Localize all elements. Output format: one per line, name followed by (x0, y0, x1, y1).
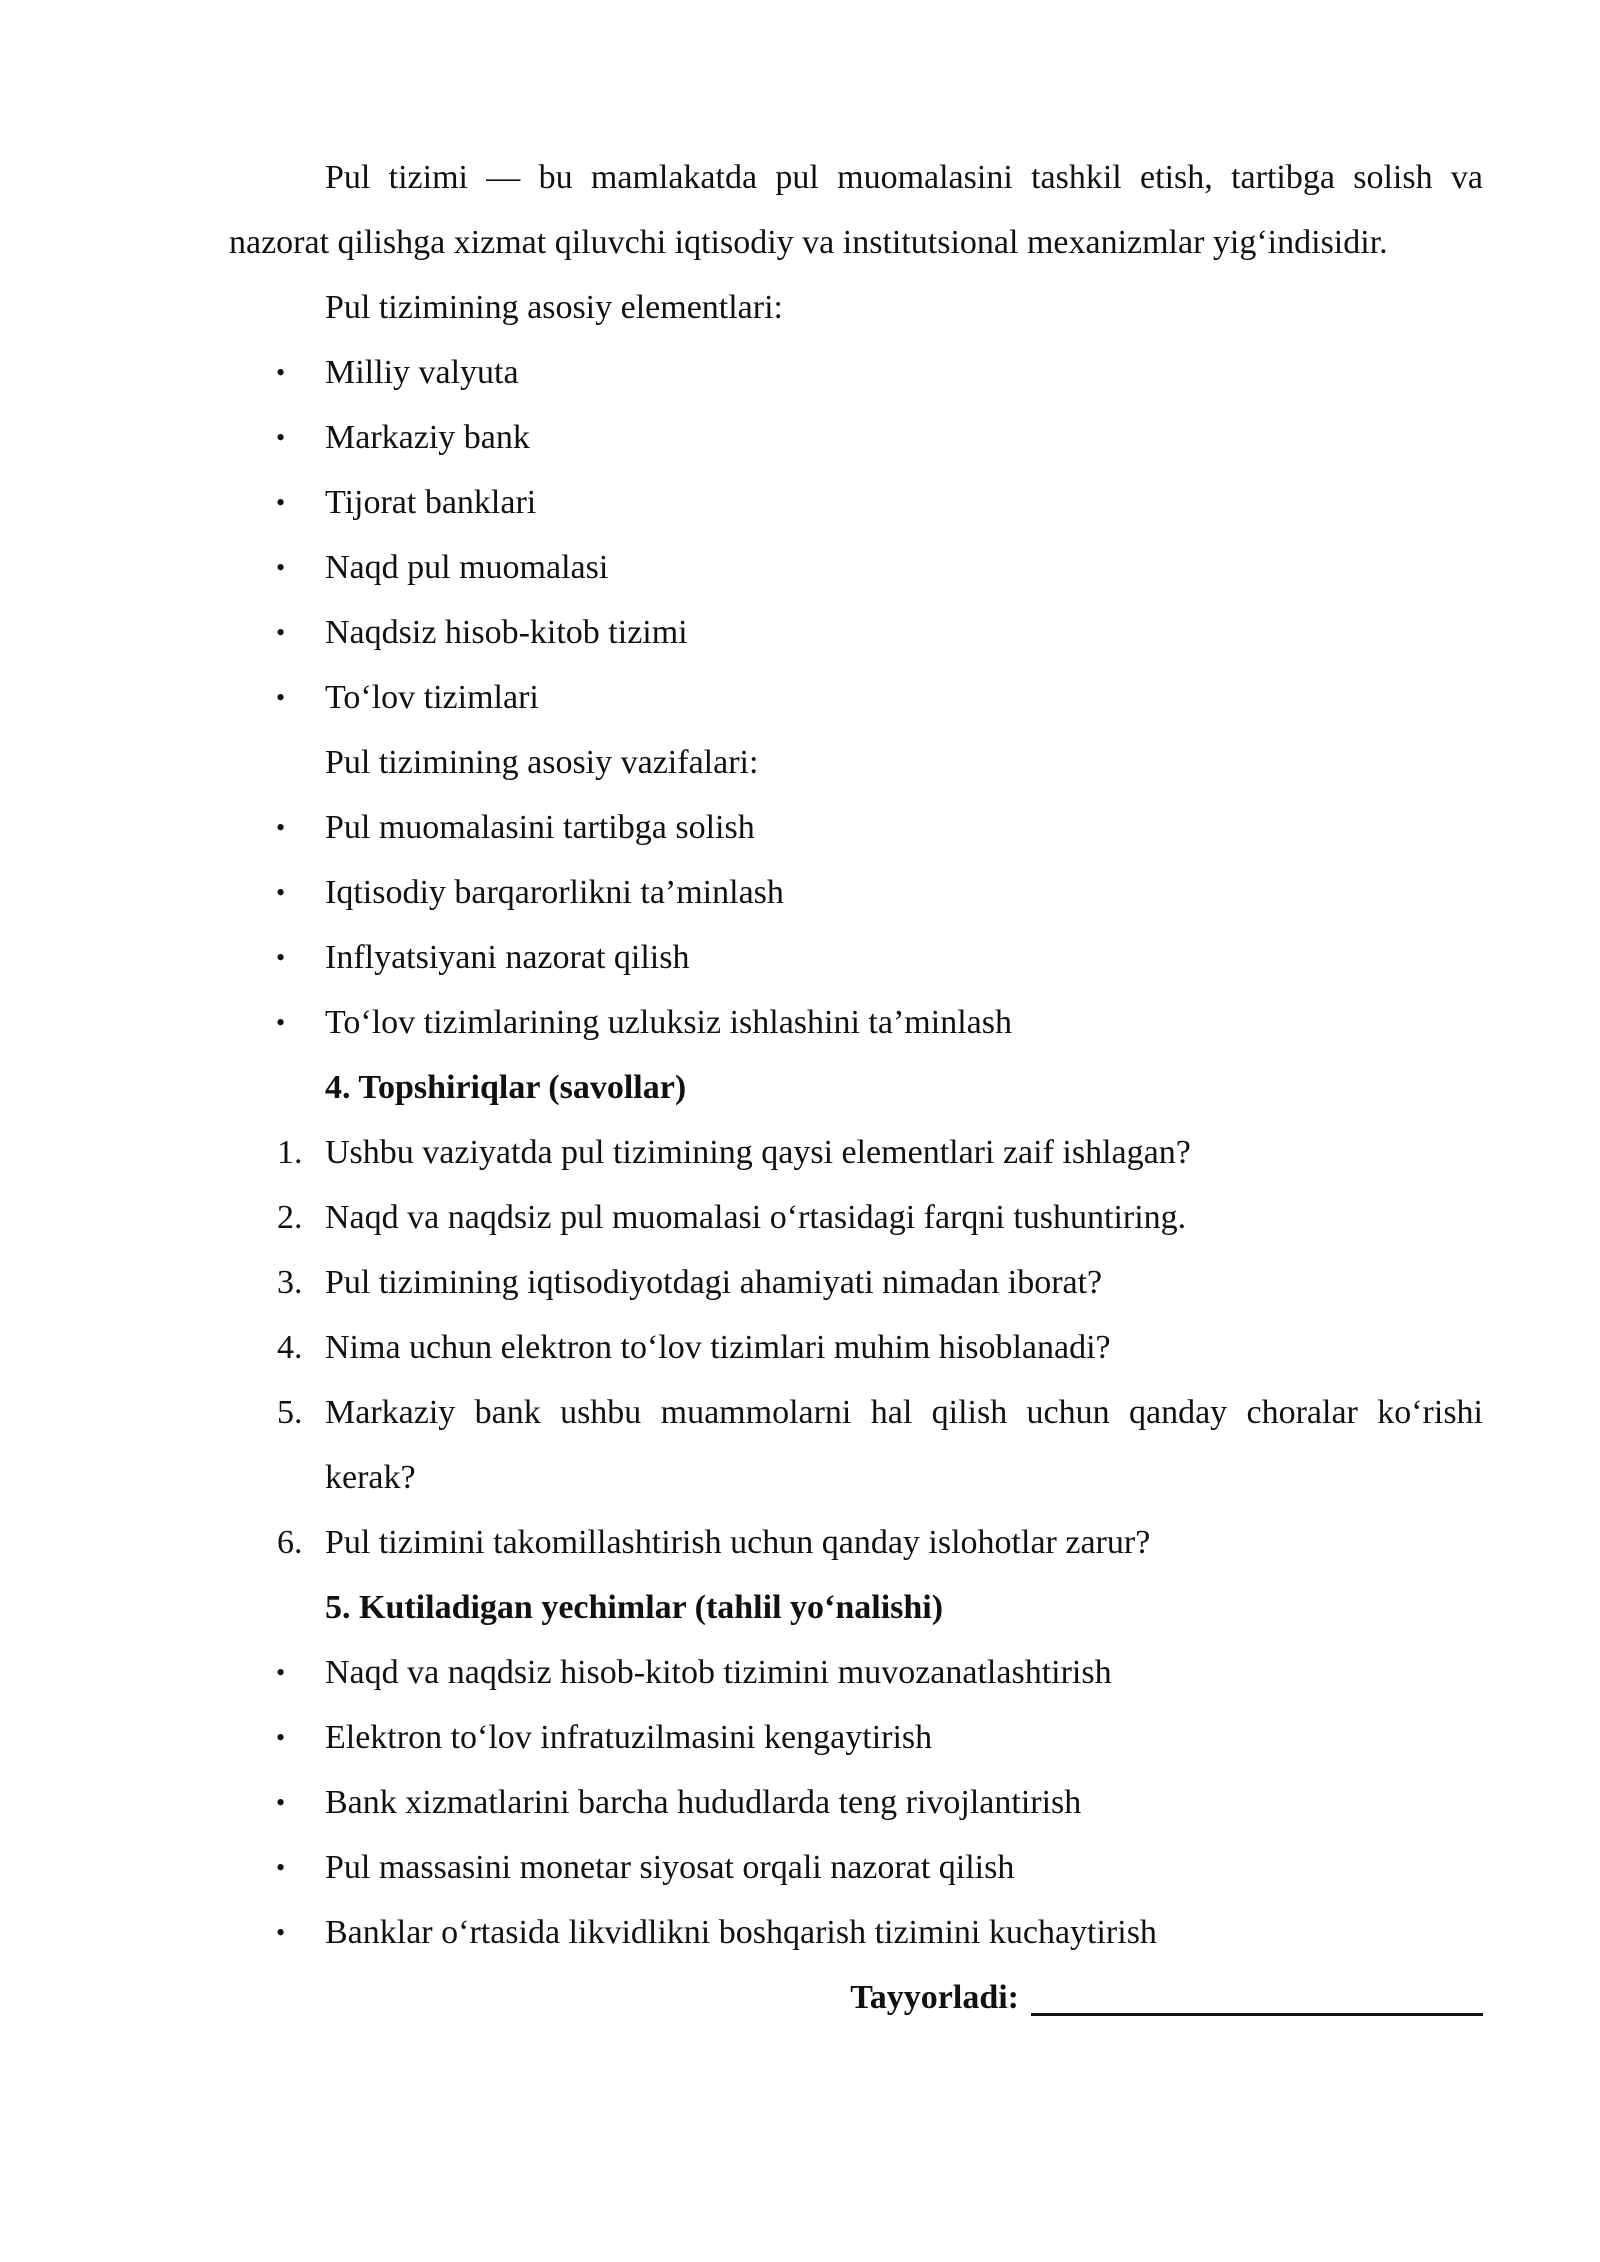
bullet-icon: • (276, 488, 286, 517)
signature-label: Tayyorladi: (850, 1979, 1019, 2016)
item-number: 3. (277, 1264, 303, 1301)
solutions-list (229, 1640, 1483, 1965)
list-item: • Naqd va naqdsiz hisob-kitob tizimini muvozanatlashtirish (229, 1640, 1483, 1705)
elements-list (229, 340, 1483, 730)
list-item: • Iqtisodiy barqarorlikni ta’minlash (229, 860, 1483, 925)
list-item: 5. Markaziy bank ushbu muammolarni hal qilish uchun qanday choralar ko‘rishi kerak? (229, 1380, 1483, 1510)
bullet-icon: • (276, 1723, 286, 1752)
bullet-icon: • (276, 1008, 286, 1037)
list-item: • Tijorat banklari (229, 470, 1483, 535)
list-item: • To‘lov tizimlarining uzluksiz ishlashini ta’minlash (229, 990, 1483, 1055)
item-number: 5. (277, 1394, 303, 1431)
item-number: 6. (277, 1524, 303, 1561)
document-page (229, 145, 1483, 2030)
bullet-icon: • (276, 813, 286, 842)
intro-paragraph: Pul tizimi — bu mamlakatda pul muomalasini tashkil etish, tartibga solish va nazorat qilishga xizmat qiluvchi iqtisodiy va institutsional mexanizmlar yig‘indisidir. (229, 159, 1483, 261)
signature-block (229, 1965, 1483, 2030)
list-item: • To‘lov tizimlari (229, 665, 1483, 730)
list-item: • Milliy valyuta (229, 340, 1483, 405)
bullet-icon: • (276, 1918, 286, 1947)
list-item: • Banklar o‘rtasida likvidlikni boshqarish tizimini kuchaytirish (229, 1900, 1483, 1965)
elements-heading: Pul tizimining asosiy elementlari: (325, 289, 783, 326)
bullet-icon: • (276, 358, 286, 387)
solutions-heading: 5. Kutiladigan yechimlar (tahlil yo‘nalishi) (325, 1589, 944, 1626)
tasks-list (229, 1120, 1483, 1575)
bullet-icon: • (276, 553, 286, 582)
list-item: • Naqd pul muomalasi (229, 535, 1483, 600)
list-item: 1. Ushbu vaziyatda pul tizimining qaysi elementlari zaif ishlagan? (229, 1120, 1483, 1185)
list-item: • Elektron to‘lov infratuzilmasini kengaytirish (229, 1705, 1483, 1770)
list-item: 3. Pul tizimining iqtisodiyotdagi ahamiyati nimadan iborat? (229, 1250, 1483, 1315)
bullet-icon: • (276, 423, 286, 452)
item-number: 4. (277, 1329, 303, 1366)
list-item: • Bank xizmatlarini barcha hududlarda teng rivojlantirish (229, 1770, 1483, 1835)
tasks-heading: 4. Topshiriqlar (savollar) (325, 1069, 687, 1106)
list-item: • Pul muomalasini tartibga solish (229, 795, 1483, 860)
item-number: 2. (277, 1199, 303, 1236)
list-item: • Inflyatsiyani nazorat qilish (229, 925, 1483, 990)
list-item: 4. Nima uchun elektron to‘lov tizimlari muhim hisoblanadi? (229, 1315, 1483, 1380)
signature-line (1031, 1973, 1483, 2016)
item-number: 1. (277, 1134, 303, 1171)
functions-list (229, 795, 1483, 1055)
bullet-icon: • (276, 1853, 286, 1882)
bullet-icon: • (276, 943, 286, 972)
bullet-icon: • (276, 878, 286, 907)
list-item: • Naqdsiz hisob-kitob tizimi (229, 600, 1483, 665)
list-item: • Pul massasini monetar siyosat orqali nazorat qilish (229, 1835, 1483, 1900)
list-item: 2. Naqd va naqdsiz pul muomalasi o‘rtasidagi farqni tushuntiring. (229, 1185, 1483, 1250)
list-item: • Markaziy bank (229, 405, 1483, 470)
list-item: 6. Pul tizimini takomillashtirish uchun qanday islohotlar zarur? (229, 1510, 1483, 1575)
bullet-icon: • (276, 683, 286, 712)
bullet-icon: • (276, 1658, 286, 1687)
bullet-icon: • (276, 1788, 286, 1817)
bullet-icon: • (276, 618, 286, 647)
functions-heading: Pul tizimining asosiy vazifalari: (325, 744, 759, 781)
